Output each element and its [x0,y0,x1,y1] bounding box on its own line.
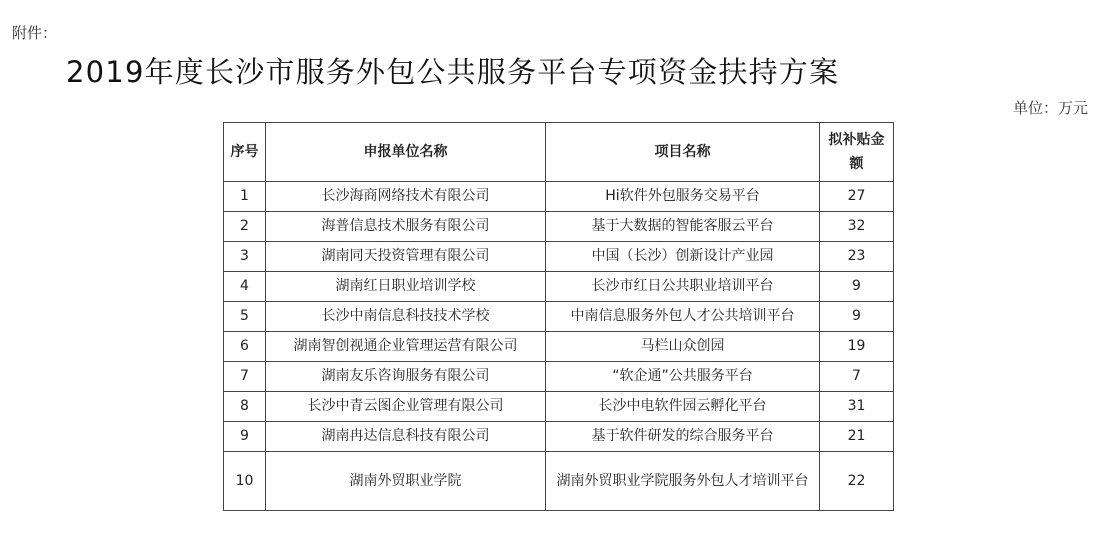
cell-unit-name: 长沙海商网络技术有限公司 [266,182,546,212]
table-row [224,242,894,272]
cell-project-name: 中南信息服务外包人才公共培训平台 [546,302,820,332]
cell-seq: 5 [224,302,266,332]
cell-unit-name: 湖南外贸职业学院 [266,452,546,511]
cell-unit-name: 湖南智创视通企业管理运营有限公司 [266,332,546,362]
cell-project-name: 马栏山众创园 [546,332,820,362]
attachment-label: 附件： [12,24,58,42]
unit-label: 单位：万元 [1012,99,1088,117]
cell-project-name: 长沙市红日公共职业培训平台 [546,272,820,302]
funding-table [223,122,894,511]
cell-seq: 2 [224,212,266,242]
cell-amount: 22 [820,452,894,511]
table-row [224,212,894,242]
cell-project-name: 基于大数据的智能客服云平台 [546,212,820,242]
cell-amount: 9 [820,272,894,302]
cell-unit-name: 长沙中南信息科技技术学校 [266,302,546,332]
table-header-row [224,123,894,182]
cell-unit-name: 湖南同天投资管理有限公司 [266,242,546,272]
cell-amount: 31 [820,392,894,422]
table-row [224,452,894,511]
header-seq: 序号 [224,123,266,182]
cell-amount: 19 [820,332,894,362]
cell-project-name: “软企通”公共服务平台 [546,362,820,392]
cell-seq: 3 [224,242,266,272]
table-row [224,182,894,212]
cell-seq: 9 [224,422,266,452]
cell-unit-name: 湖南冉达信息科技有限公司 [266,422,546,452]
header-amount: 拟补贴金额 [820,123,894,182]
cell-seq: 1 [224,182,266,212]
table-row [224,332,894,362]
cell-unit-name: 海普信息技术服务有限公司 [266,212,546,242]
cell-amount: 23 [820,242,894,272]
cell-seq: 7 [224,362,266,392]
cell-unit-name: 长沙中青云图企业管理有限公司 [266,392,546,422]
header-unit-name: 申报单位名称 [266,123,546,182]
cell-seq: 6 [224,332,266,362]
cell-project-name: 长沙中电软件园云孵化平台 [546,392,820,422]
table-row [224,422,894,452]
cell-amount: 27 [820,182,894,212]
cell-seq: 8 [224,392,266,422]
cell-unit-name: 湖南红日职业培训学校 [266,272,546,302]
cell-amount: 7 [820,362,894,392]
cell-unit-name: 湖南友乐咨询服务有限公司 [266,362,546,392]
table-row [224,272,894,302]
cell-project-name: 基于软件研发的综合服务平台 [546,422,820,452]
cell-amount: 9 [820,302,894,332]
table-row [224,392,894,422]
header-project-name: 项目名称 [546,123,820,182]
cell-amount: 32 [820,212,894,242]
table-body [224,182,894,511]
cell-project-name: Hi软件外包服务交易平台 [546,182,820,212]
cell-project-name: 湖南外贸职业学院服务外包人才培训平台 [546,452,820,511]
cell-seq: 4 [224,272,266,302]
cell-project-name: 中国（长沙）创新设计产业园 [546,242,820,272]
page-title: 2019年度长沙市服务外包公共服务平台专项资金扶持方案 [66,55,840,89]
cell-seq: 10 [224,452,266,511]
cell-amount: 21 [820,422,894,452]
table-row [224,362,894,392]
table-row [224,302,894,332]
